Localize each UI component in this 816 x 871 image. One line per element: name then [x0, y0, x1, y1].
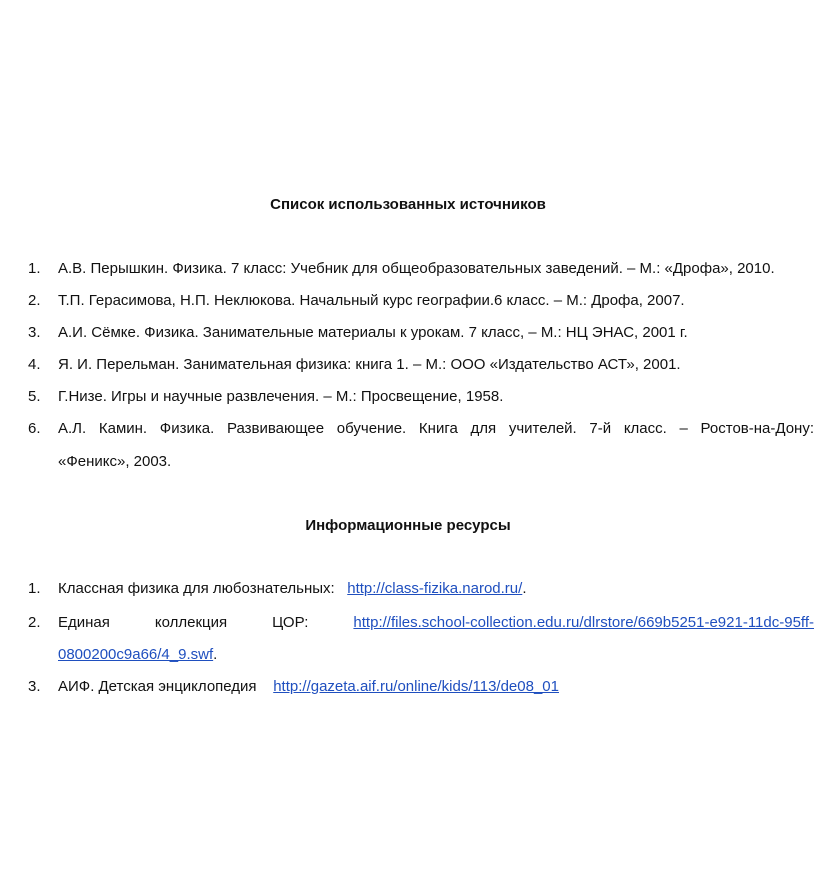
resources-heading: Информационные ресурсы: [305, 517, 511, 534]
list-number: 6.: [28, 420, 41, 437]
source-text-line2: «Феникс», 2003.: [58, 453, 172, 470]
resource-label: Классная физика для любознательных:: [58, 580, 335, 597]
source-text: А.В. Перышкин. Физика. 7 класс: Учебник для общеобразовательных заведений. – М.: «Дрофа», 2010.: [58, 260, 775, 277]
resource-line: [58, 580, 814, 597]
list-number: 2.: [28, 614, 41, 631]
resource-word: коллекция: [154, 614, 228, 631]
resource-link-part1[interactable]: http://files.school-collection.edu.ru/dlrstore/669b5251-e921-11dc-95ff-: [353, 614, 814, 631]
resource-word: ЦОР:: [272, 614, 309, 631]
list-number: 1.: [28, 260, 41, 277]
resource-link[interactable]: http://gazeta.aif.ru/online/kids/113/de08_01: [273, 678, 559, 695]
resource-line: [58, 614, 814, 631]
source-text-line1: А.Л. Камин. Физика. Развивающее обучение. Книга для учителей. 7-й класс. – Ростов-на-Дону:: [58, 420, 814, 437]
list-number: 1.: [28, 580, 41, 597]
resource-word: Единая: [58, 614, 110, 631]
list-number: 4.: [28, 356, 41, 373]
source-text: Я. И. Перельман. Занимательная физика: книга 1. – М.: ООО «Издательство АСТ», 2001.: [58, 356, 681, 373]
list-number: 5.: [28, 388, 41, 405]
sources-heading: Список использованных источников: [270, 196, 546, 213]
resource-line-2: [58, 646, 217, 663]
list-number: 2.: [28, 292, 41, 309]
resource-suffix: .: [213, 646, 218, 663]
resource-suffix: .: [522, 580, 527, 597]
source-text: А.И. Сёмке. Физика. Занимательные материалы к урокам. 7 класс, – М.: НЦ ЭНАС, 2001 г.: [58, 324, 688, 341]
resource-link[interactable]: http://class-fizika.narod.ru/: [347, 580, 523, 597]
resource-line: [58, 678, 814, 695]
source-text: Г.Низе. Игры и научные развлечения. – М.: Просвещение, 1958.: [58, 388, 504, 405]
list-number: 3.: [28, 324, 41, 341]
source-text: Т.П. Герасимова, Н.П. Неклюкова. Начальный курс географии.6 класс. – М.: Дрофа, 2007.: [58, 292, 685, 309]
resource-link-part2[interactable]: 0800200c9a66/4_9.swf: [58, 646, 214, 663]
resource-label: АИФ. Детская энциклопедия: [58, 678, 257, 695]
list-number: 3.: [28, 678, 41, 695]
